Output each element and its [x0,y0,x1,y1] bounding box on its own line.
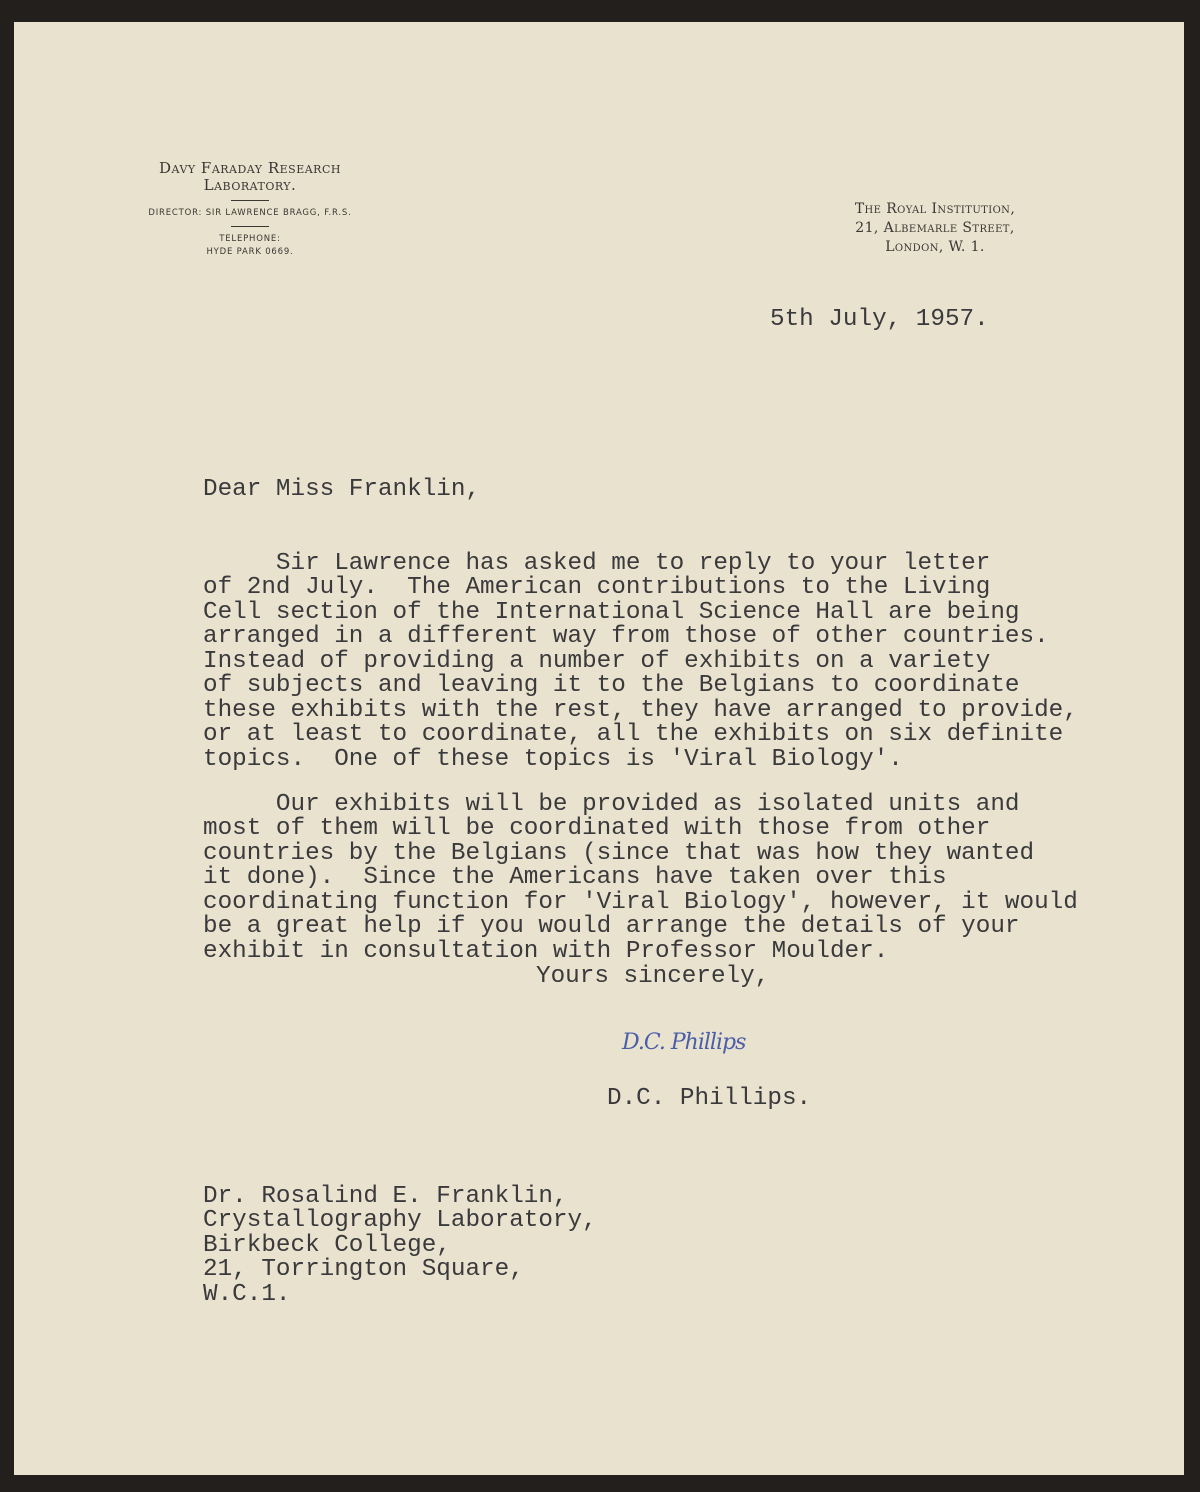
text-line: Our exhibits will be provided as isolated units and [203,790,1020,818]
text-line: of 2nd July. The American contributions to the Living [203,574,991,601]
text-line: it done). Since the Americans have taken over this [203,864,947,891]
text-line: most of them will be coordinated with those from other [203,815,991,842]
address-line: W.C.1. [203,1280,291,1308]
address-line: London, W. 1. [885,239,985,255]
letterhead-right [800,200,1070,257]
closing: Yours sincerely, [536,963,770,990]
text-line: or at least to coordinate, all the exhibits on six definite [203,721,1064,748]
text-line: Sir Lawrence has asked me to reply to your letter [203,549,991,577]
paragraph-1 [203,527,1078,797]
text-line: be a great help if you would arrange the details of your [203,913,1020,940]
telephone: HYDE PARK 0669. [206,247,294,257]
address-line: Birkbeck College, [203,1231,451,1259]
divider [231,200,269,201]
text-line: exhibit in consultation with Professor Moulder. [203,937,889,965]
address-line: Dr. Rosalind E. Franklin, [203,1182,568,1210]
signatory: D.C. Phillips. [607,1085,812,1112]
handwritten-signature: D.C. Phillips [622,1030,746,1055]
director: DIRECTOR: SIR LAWRENCE BRAGG, F.R.S. [148,208,352,218]
text-line: of subjects and leaving it to the Belgians to coordinate [203,672,1020,699]
text-line: these exhibits with the rest, they have arranged to provide, [203,696,1078,724]
date: 5th July, 1957. [770,306,989,333]
address-line: 21, Torrington Square, [203,1256,524,1283]
telephone-label: TELEPHONE: [219,234,281,244]
lab-name: Davy Faraday Research [159,159,341,177]
text-line: Cell section of the International Science Hall are being [203,598,1020,626]
text-line: arranged in a different way from those of other countries. [203,623,1049,650]
lab-name-line2: Laboratory. [203,176,297,194]
text-line: coordinating function for 'Viral Biology', however, it would [203,888,1078,916]
text-line: Instead of providing a number of exhibits on a variety [203,647,991,675]
text-line: topics. One of these topics is 'Viral Biology'. [203,745,903,773]
address-line: 21, Albemarle Street, [855,220,1015,236]
text-line: countries by the Belgians (since that was how they wanted [203,839,1035,867]
address-line: Crystallography Laboratory, [203,1207,597,1234]
paragraph-2 [203,768,1078,989]
recipient-address [203,1160,597,1332]
address-line: The Royal Institution, [854,201,1016,217]
letterhead-left [100,160,400,259]
divider [231,226,269,227]
salutation: Dear Miss Franklin, [203,476,481,503]
